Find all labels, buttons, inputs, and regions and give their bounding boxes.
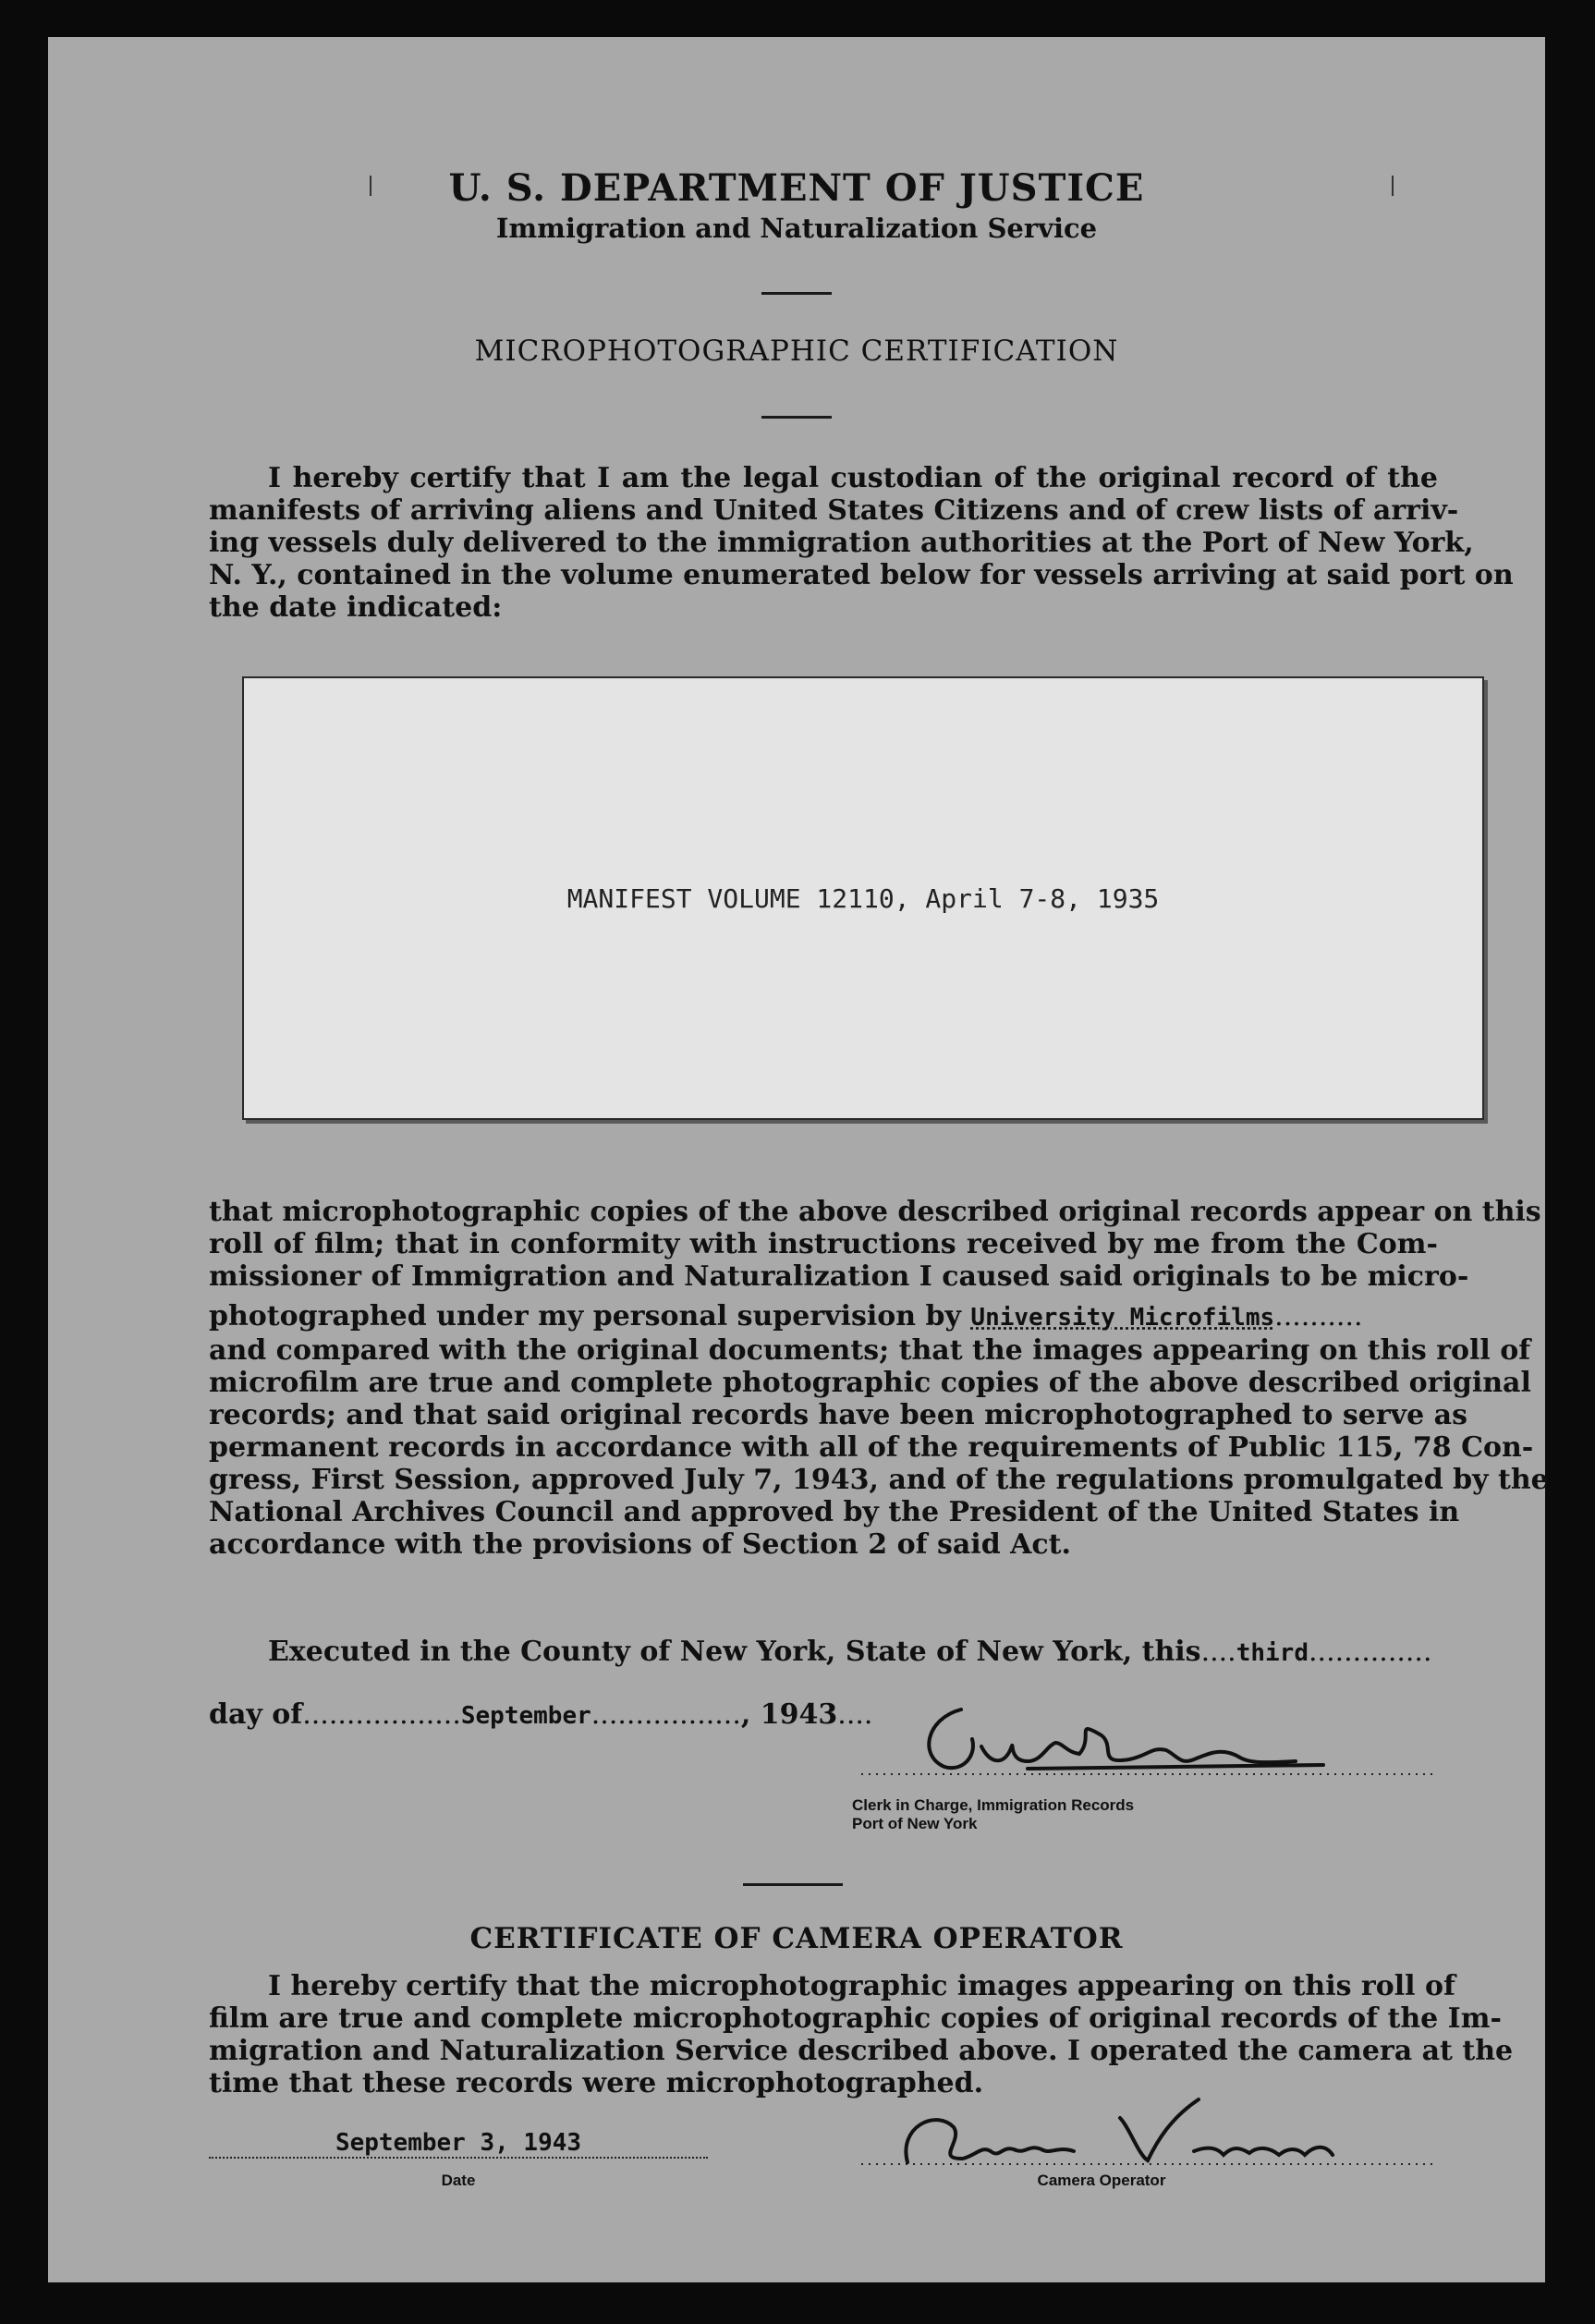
- operator-label: Camera Operator: [1037, 2172, 1166, 2189]
- divider: [761, 416, 832, 419]
- volume-box: [242, 676, 1484, 1120]
- body-line: roll of film; that in conformity with instructions received by me from the Com-: [209, 1228, 1438, 1260]
- operator-heading: CERTIFICATE OF CAMERA OPERATOR: [469, 1922, 1124, 1955]
- body-line: National Archives Council and approved by the President of the United States in: [209, 1496, 1460, 1528]
- execution-prefix: Executed in the County of New York, State of New York, this: [268, 1636, 1201, 1668]
- year-digit: 3: [818, 1698, 838, 1731]
- operator-line: I hereby certify that the microphotographic images appearing on this roll of: [268, 1970, 1455, 2002]
- intro-line: ing vessels duly delivered to the immigration authorities at the Port of New York,: [209, 527, 1474, 559]
- intro-line: I hereby certify that I am the legal custodian of the original record of the: [268, 462, 1438, 494]
- operator-paragraph: [209, 1970, 1514, 2099]
- operator-line: film are true and complete microphotographic copies of original records of the Im-: [209, 2002, 1502, 2035]
- operator-line: time that these records were microphotographed.: [209, 2067, 984, 2099]
- body-line: permanent records in accordance with all of the requirements of Public 115, 78 Con-: [209, 1431, 1534, 1464]
- intro-line: the date indicated:: [209, 591, 503, 624]
- certification-title: MICROPHOTOGRAPHIC CERTIFICATION: [474, 335, 1119, 368]
- clerk-title: [852, 1796, 1134, 1833]
- clerk-signature: [852, 1682, 1443, 1793]
- divider: [761, 292, 832, 295]
- body-line: accordance with the provisions of Section 2 of said Act.: [209, 1528, 1071, 1561]
- operator-date-value: September 3, 1943: [335, 2129, 582, 2157]
- intro-line: manifests of arriving aliens and United States Citizens and of crew lists of arriv-: [209, 494, 1459, 527]
- clerk-title-line: Clerk in Charge, Immigration Records: [852, 1796, 1135, 1814]
- execution-line: Executed in the County of New York, State of New York, this....third..............: [268, 1636, 1432, 1668]
- operator-signature: [852, 2090, 1443, 2173]
- clerk-title-line: Port of New York: [852, 1815, 978, 1832]
- body-line: records; and that said original records have been microphotographed to serve as: [209, 1399, 1467, 1431]
- agency-title: U. S. DEPARTMENT OF JUSTICE: [448, 166, 1145, 210]
- supervision-line: photographed under my personal supervision by University Microfilms..........: [209, 1300, 1363, 1332]
- intro-paragraph: [209, 462, 1514, 624]
- year-prefix: , 194: [740, 1698, 819, 1731]
- manifest-volume-text: MANIFEST VOLUME 12110, April 7-8, 1935: [566, 883, 1160, 914]
- certificate-page: [48, 37, 1549, 2282]
- body-line: and compared with the original documents; that the images appearing on this roll of: [209, 1334, 1531, 1367]
- execution-day: third: [1236, 1639, 1309, 1667]
- intro-line: N. Y., contained in the volume enumerated below for vessels arriving at said port on: [209, 559, 1514, 591]
- operator-line: migration and Naturalization Service described above. I operated the camera at the: [209, 2035, 1514, 2067]
- body-line: gress, First Session, approved July 7, 1943, and of the regulations promulgated by the: [209, 1464, 1549, 1496]
- body-line: that microphotographic copies of the above described original records appear on this: [209, 1196, 1541, 1228]
- day-of-label: day of: [209, 1698, 303, 1731]
- supervision-name: University Microfilms: [970, 1304, 1275, 1332]
- execution-month: September: [460, 1702, 591, 1730]
- service-subtitle: Immigration and Naturalization Service: [495, 213, 1098, 244]
- body-line: microfilm are true and complete photographic copies of the above described original: [209, 1367, 1531, 1399]
- divider: [743, 1883, 843, 1886]
- supervision-prefix: photographed under my personal supervision by: [209, 1300, 961, 1332]
- date-line: day of..................September................., 1943....: [209, 1698, 873, 1731]
- operator-date-field: [209, 2129, 708, 2159]
- body-paragraph: [209, 1196, 1549, 1561]
- body-line: missioner of Immigration and Naturalization I caused said originals to be micro-: [209, 1260, 1469, 1293]
- operator-date-label: Date: [441, 2172, 476, 2189]
